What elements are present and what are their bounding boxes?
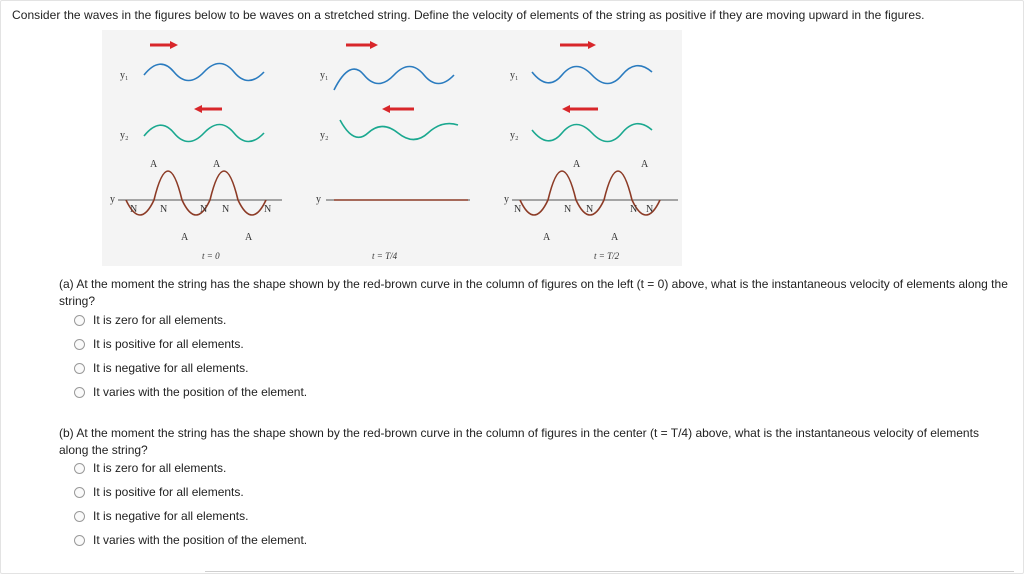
radio-button[interactable]: [74, 387, 85, 398]
svg-text:y₁: y₁: [510, 70, 519, 81]
wave-figure-svg: [102, 30, 682, 266]
radio-button[interactable]: [74, 363, 85, 374]
radio-button[interactable]: [74, 487, 85, 498]
svg-text:N: N: [586, 204, 594, 215]
radio-button[interactable]: [74, 315, 85, 326]
radio-button[interactable]: [74, 339, 85, 350]
svg-text:y: y: [504, 194, 509, 205]
option-label: It is zero for all elements.: [93, 313, 227, 327]
question-b-option-4[interactable]: [74, 532, 307, 548]
option-label: It is positive for all elements.: [93, 485, 244, 499]
svg-text:y: y: [316, 194, 321, 205]
y1-label: y₁: [120, 70, 129, 81]
option-label: It is positive for all elements.: [93, 337, 244, 351]
svg-text:A: A: [543, 232, 551, 243]
question-a-option-3[interactable]: [74, 360, 248, 376]
question-a-option-2[interactable]: [74, 336, 244, 352]
svg-text:N: N: [200, 204, 208, 215]
option-label: It varies with the position of the element.: [93, 385, 308, 399]
y1-wave: [144, 64, 264, 81]
y2-wave: [144, 125, 264, 142]
svg-text:N: N: [564, 204, 572, 215]
divider: [205, 571, 1014, 572]
question-a-option-4[interactable]: [74, 384, 307, 400]
radio-button[interactable]: [74, 511, 85, 522]
option-label: It is negative for all elements.: [93, 361, 249, 375]
question-a-option-1[interactable]: [74, 312, 226, 328]
svg-text:A: A: [573, 159, 581, 170]
svg-text:N: N: [514, 204, 522, 215]
intro-text: Consider the waves in the figures below to be waves on a stretched string. Define the velocity of elements of the string as positive if they are moving upward in the figures.: [12, 8, 925, 22]
svg-text:A: A: [213, 159, 221, 170]
option-label: It varies with the position of the element.: [93, 533, 308, 547]
wave-figure: [102, 30, 682, 266]
option-label: It is negative for all elements.: [93, 509, 249, 523]
svg-text:y₂: y₂: [320, 130, 329, 141]
question-b-option-1[interactable]: [74, 460, 226, 476]
svg-text:N: N: [264, 204, 272, 215]
svg-text:N: N: [646, 204, 654, 215]
option-label: It is zero for all elements.: [93, 461, 227, 475]
radio-button[interactable]: [74, 535, 85, 546]
svg-text:N: N: [630, 204, 638, 215]
svg-text:A: A: [641, 159, 649, 170]
time-label-center: t = T/4: [372, 251, 398, 261]
y2-label: y₂: [120, 130, 129, 141]
column-center: [316, 41, 470, 261]
resultant-wave: [126, 171, 266, 215]
column-left: [110, 41, 282, 261]
svg-text:A: A: [611, 232, 619, 243]
time-label-left: t = 0: [202, 251, 220, 261]
svg-text:N: N: [160, 204, 168, 215]
svg-text:A: A: [150, 159, 158, 170]
question-b-option-2[interactable]: [74, 484, 244, 500]
column-right: [504, 41, 678, 261]
question-b-option-3[interactable]: [74, 508, 248, 524]
time-label-right: t = T/2: [594, 251, 620, 261]
svg-text:y₂: y₂: [510, 130, 519, 141]
svg-text:N: N: [222, 204, 230, 215]
y-label: y: [110, 194, 115, 205]
svg-text:N: N: [130, 204, 138, 215]
radio-button[interactable]: [74, 463, 85, 474]
question-b-text: (b) At the moment the string has the shape shown by the red-brown curve in the column of figures in the center (t = T/4) above, what is the instantaneous velocity of elements along the string?: [59, 426, 979, 457]
svg-text:A: A: [181, 232, 189, 243]
svg-text:A: A: [245, 232, 253, 243]
svg-text:y₁: y₁: [320, 70, 329, 81]
question-a-text: (a) At the moment the string has the shape shown by the red-brown curve in the column of figures on the left (t = 0) above, what is the instantaneous velocity of elements along the string?: [59, 277, 1008, 308]
